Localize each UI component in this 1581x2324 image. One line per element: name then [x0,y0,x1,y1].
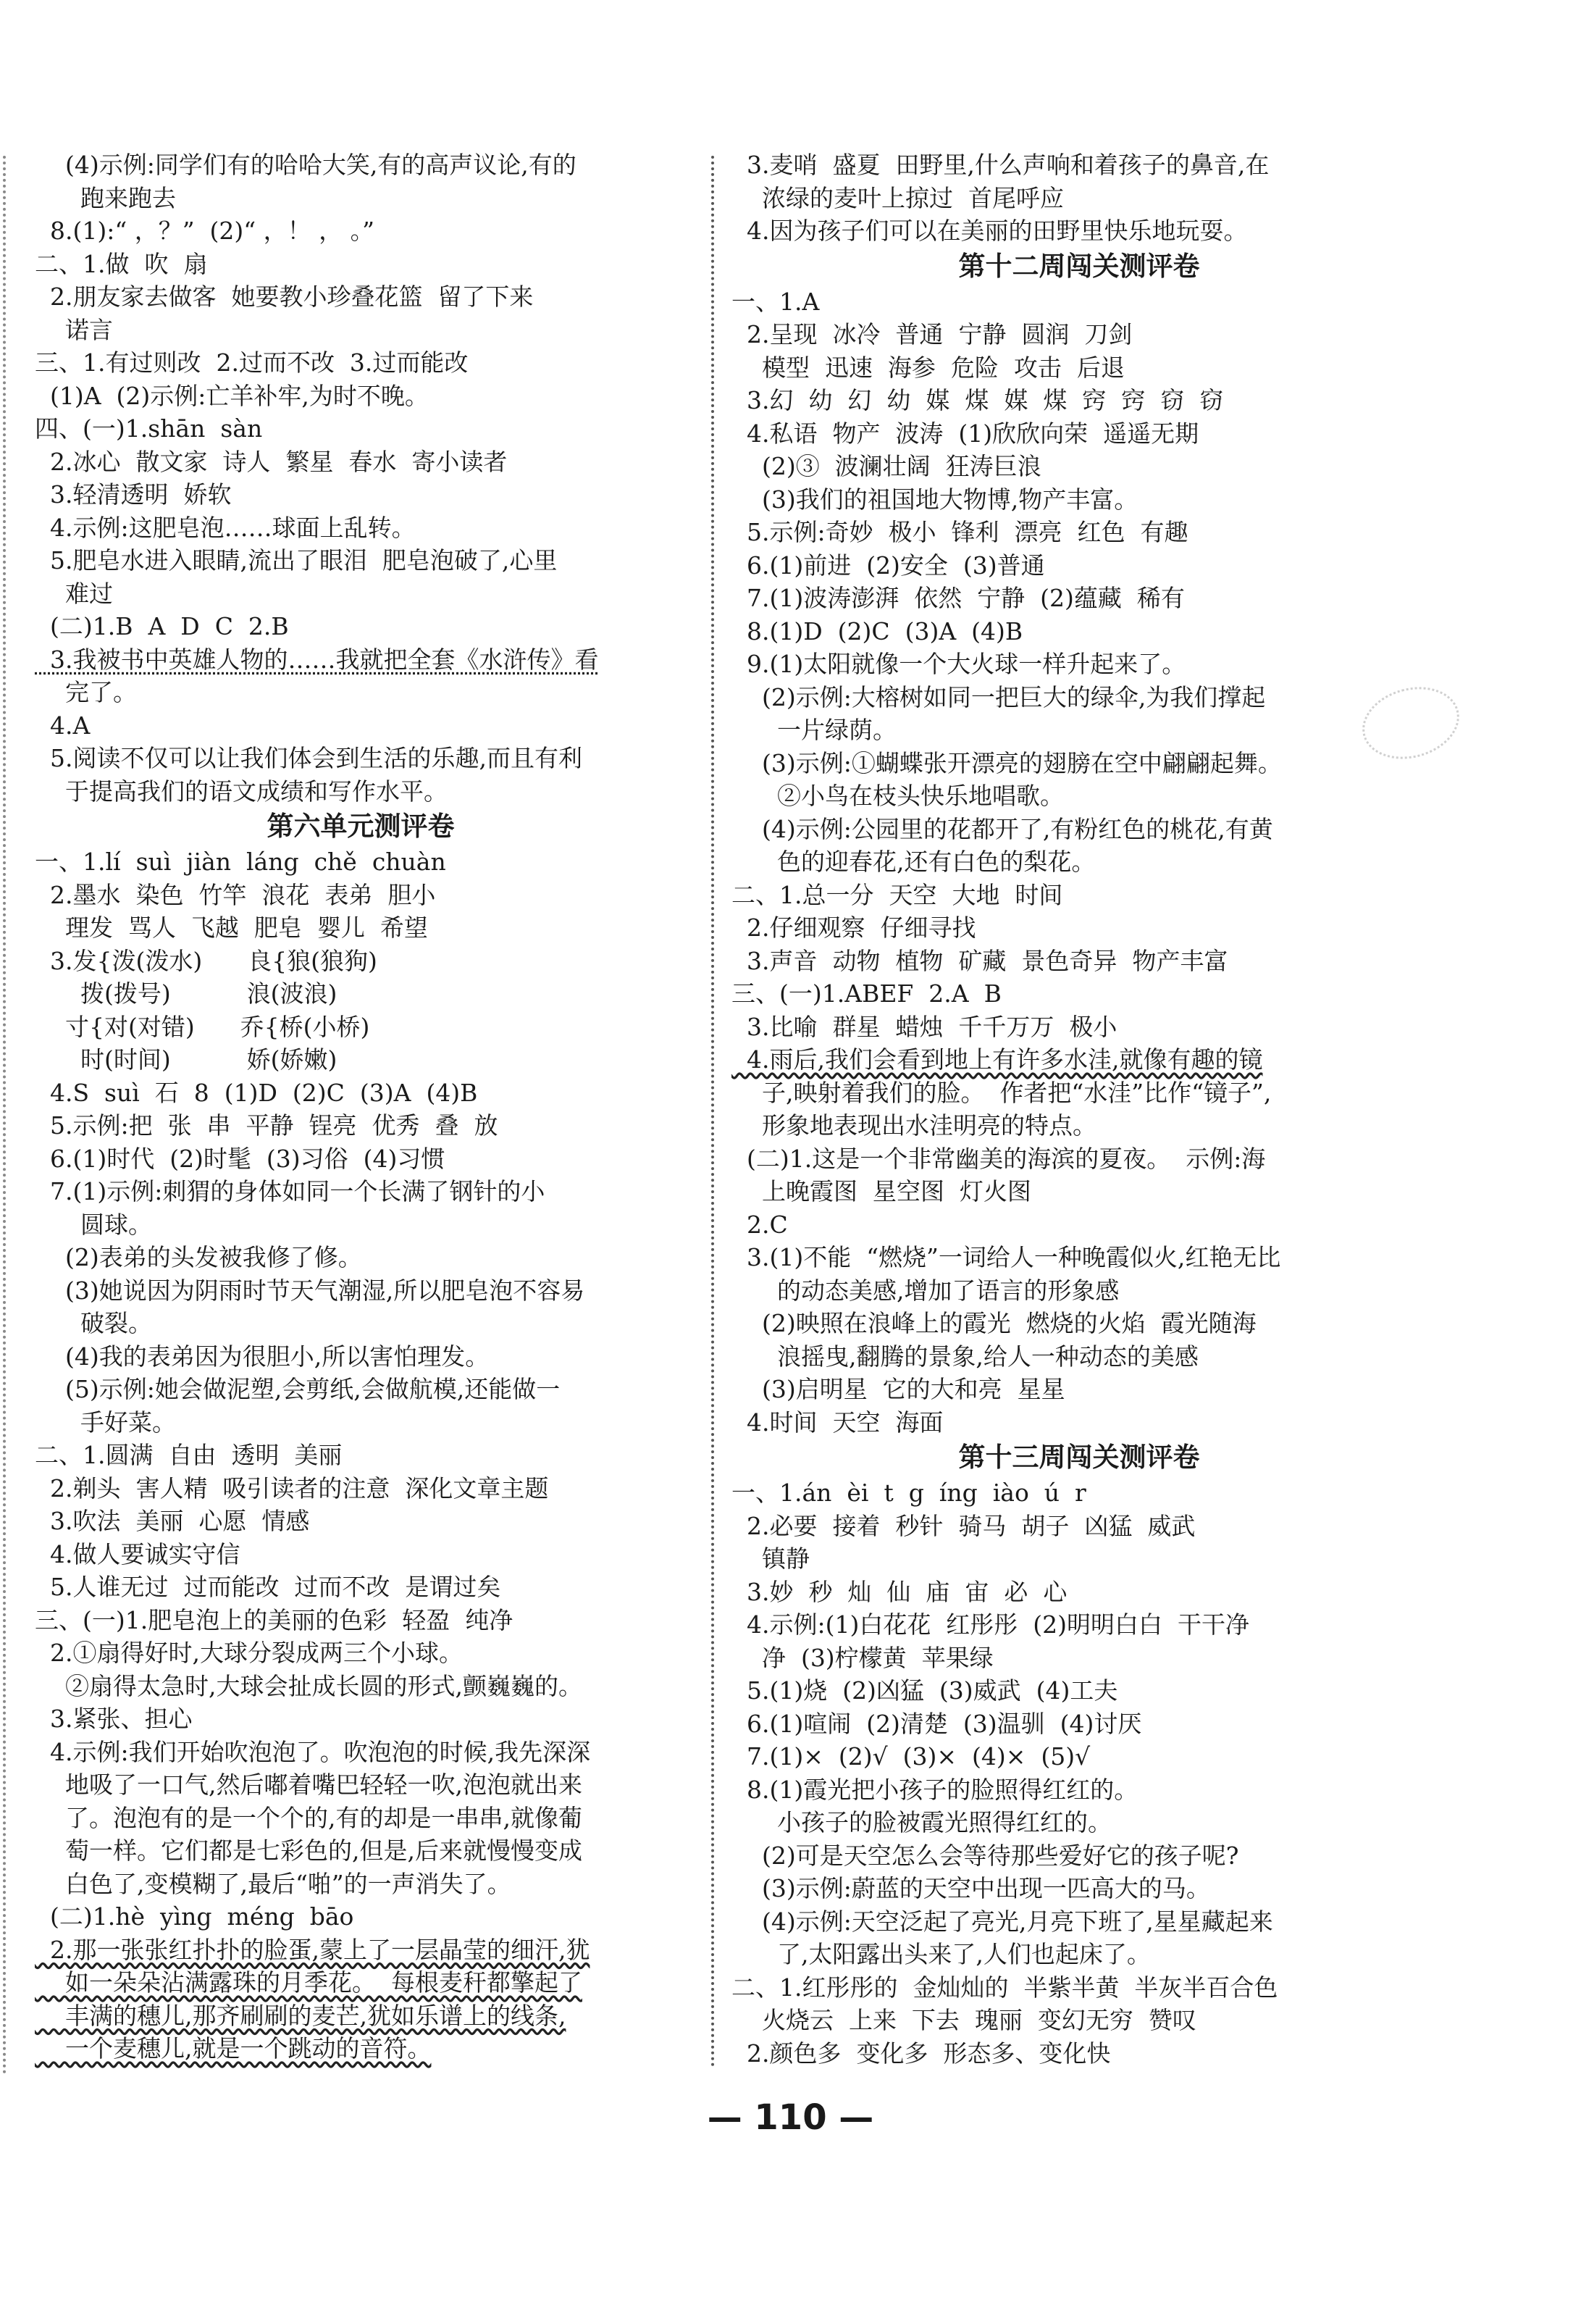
line-text: 的动态美感,增加了语言的形象感 [731,1276,1120,1305]
answer-line [35,643,687,677]
answer-line [731,1476,1427,1510]
column-divider [711,156,714,2068]
line-text: 寸{对(对错) 乔{桥(小桥) [35,1012,370,1041]
answer-line [35,214,687,248]
line-text: 白色了,变模糊了,最后“啪”的一声消失了。 [35,1869,511,1898]
section-title [731,248,1427,285]
line-text: 二、1.做 吹 扇 [35,249,208,278]
line-text: (3)她说因为阴雨时节天气潮湿,所以肥皂泡不容易 [35,1276,585,1305]
line-text: 2.墨水 染色 竹竿 浪花 表弟 胆小 [35,880,436,909]
answer-line [731,681,1427,714]
answer-line [35,1604,687,1637]
line-text: 三、1.有过则改 2.过而不改 3.过而能改 [35,348,469,377]
line-text: 时(时间) 娇(娇嫩) [35,1045,337,1074]
answer-line [731,1142,1427,1176]
line-text: 4.时间 天空 海面 [731,1408,944,1437]
answer-line [731,1043,1427,1077]
line-text: 地吸了一口气,然后嘟着嘴巴轻轻一吹,泡泡就出来 [35,1771,582,1799]
answer-line [35,1670,687,1703]
answer-line [35,1175,687,1208]
line-text: 7.(1)× (2)√ (3)× (4)× (5)√ [731,1742,1091,1771]
line-text: 3.妙 秒 灿 仙 庙 宙 必 心 [731,1577,1068,1606]
line-text: (4)我的表弟因为很胆小,所以害怕理发。 [35,1342,490,1371]
answer-line [731,1208,1427,1242]
line-text: 7.(1)波涛澎湃 依然 宁静 (2)蕴藏 稀有 [731,584,1185,612]
line-text: 5.阅读不仅可以让我们体会到生活的乐趣,而且有利 [35,744,582,772]
line-text: 4.示例:(1)白花花 红彤彤 (2)明明白白 干干净 [731,1610,1250,1639]
answer-line [731,648,1427,681]
answer-line [731,1872,1427,1905]
answer-line [731,1674,1427,1708]
line-text: 了。泡泡有的是一个个的,有的却是一串串,就像葡 [35,1803,582,1832]
binding-edge-dots [3,156,6,2076]
line-text: 6.(1)时代 (2)时髦 (3)习俗 (4)习惯 [35,1144,445,1173]
answer-line [35,380,687,413]
answer-line [731,615,1427,648]
answer-line [35,977,687,1011]
answer-line [35,709,687,743]
answer-line [35,1208,687,1242]
line-text: 4.雨后,我们会看到地上有许多水洼,就像有趣的镜 [731,1045,1263,1074]
answer-line [35,1373,687,1406]
answer-line [35,1043,687,1077]
line-text: 跑来跑去 [35,183,176,212]
left-column [35,149,687,2065]
answer-line [731,417,1427,451]
answer-line [35,314,687,347]
answer-line [35,1802,687,1835]
line-text: 3.声音 动物 植物 矿藏 景色奇异 物产丰富 [731,946,1228,975]
answer-line [731,911,1427,945]
line-text: 4.S suì 石 8 (1)D (2)C (3)A (4)B [35,1078,478,1107]
line-text: (3)示例:蔚蓝的天空中出现一匹高大的马。 [731,1874,1210,1902]
answer-line [35,1834,687,1868]
line-text: 如一朵朵沾满露珠的月季花。 每根麦秆都擎起了 [35,1968,582,1997]
line-text: 了,太阳露出头来了,人们也起床了。 [731,1940,1151,1968]
answer-line [35,1142,687,1176]
answer-line [731,1642,1427,1675]
answer-line [35,1109,687,1142]
line-text: 8.(1)霞光把小孩子的脸照得红红的。 [731,1775,1138,1804]
answer-line [35,280,687,314]
answer-line [35,1406,687,1439]
answer-line [35,346,687,380]
line-text: 3.吹法 美丽 心愿 情感 [35,1507,310,1535]
answer-line [731,1938,1427,1971]
line-text: (3)启明星 它的大和亮 星星 [731,1375,1065,1403]
answer-line [731,149,1427,182]
line-text: (2)表弟的头发被我修了修。 [35,1243,362,1271]
line-text: 净 (3)柠檬黄 苹果绿 [731,1643,994,1672]
answer-line [35,1241,687,1274]
answer-line [731,1406,1427,1439]
answer-line [731,1608,1427,1642]
answer-line [35,478,687,511]
answer-line [731,549,1427,582]
line-text: 二、1.红彤彤的 金灿灿的 半紫半黄 半灰半百合色 [731,1973,1278,2002]
line-text: 手好菜。 [35,1408,176,1437]
line-text: 三、(一)1.ABEF 2.A B [731,979,1002,1008]
answer-line [35,182,687,215]
answer-line [731,1175,1427,1208]
line-text: 第六单元测评卷 [267,811,455,842]
line-text: (二)1.hè yìng méng bāo [35,1902,354,1931]
answer-line [731,318,1427,351]
line-text: 2.冰心 散文家 诗人 繁星 春水 寄小读者 [35,447,508,476]
line-text: 3.紧张、担心 [35,1705,193,1733]
answer-line [35,775,687,808]
answer-line [35,1538,687,1571]
line-text: 四、(一)1.shān sàn [35,414,263,443]
answer-line [731,214,1427,248]
answer-line [731,2004,1427,2037]
answer-line [35,610,687,643]
line-text: 第十二周闯关测评卷 [958,250,1200,282]
answer-line [35,1274,687,1308]
line-text: 2.仔细观察 仔细寻找 [731,914,976,942]
line-text: 2.必要 接着 秒针 骑马 胡子 凶猛 威武 [731,1511,1196,1540]
line-text: 2.那一张张红扑扑的脸蛋,蒙上了一层晶莹的细汗,犹 [35,1935,590,1964]
line-text: 2.呈现 冰冷 普通 宁静 圆润 刀剑 [731,320,1133,348]
line-text: 7.(1)示例:刺猬的身体如同一个长满了钢针的小 [35,1177,545,1205]
line-text: 浓绿的麦叶上掠过 首尾呼应 [731,183,1064,212]
line-text: 3.发{泼(泼水) 良{狼(狼狗) [35,946,377,975]
answer-line [35,1307,687,1340]
line-text: 丰满的穗儿,那齐刷刷的麦芒,犹如乐谱上的线条, [35,2001,566,2030]
answer-line [731,1274,1427,1308]
answer-line [731,779,1427,813]
line-text: 9.(1)太阳就像一个大火球一样升起来了。 [731,650,1186,678]
line-text: 2.剃头 害人精 吸引读者的注意 深化文章主题 [35,1474,549,1502]
answer-line [731,582,1427,615]
answer-line [731,1510,1427,1543]
answer-line [35,248,687,281]
right-column [731,149,1427,2070]
answer-line [35,1768,687,1802]
answer-line [731,182,1427,215]
line-text: (2)映照在浪峰上的霞光 燃烧的火焰 霞光随海 [731,1309,1257,1337]
line-text: 3.比喻 群星 蜡烛 千千万万 极小 [731,1012,1117,1041]
line-text: 一片绿荫。 [731,716,897,744]
line-text: 萄一样。它们都是七彩色的,但是,后来就慢慢变成 [35,1836,582,1865]
answer-line [731,879,1427,912]
answer-line [731,1542,1427,1576]
answer-line [731,351,1427,385]
answer-line [731,1740,1427,1773]
line-text: 4.示例:我们开始吹泡泡了。吹泡泡的时候,我先深深 [35,1737,591,1766]
line-text: 6.(1)前进 (2)安全 (3)普通 [731,551,1045,580]
answer-line [35,1472,687,1505]
answer-line [35,879,687,912]
line-text: 5.示例:把 张 串 平静 锃亮 优秀 叠 放 [35,1111,498,1140]
answer-line [731,1773,1427,1807]
line-text: (5)示例:她会做泥塑,会剪纸,会做航模,还能做一 [35,1375,561,1403]
answer-line [35,1702,687,1736]
answer-line [35,1571,687,1604]
line-text: 5.人谁无过 过而能改 过而不改 是谓过矣 [35,1573,501,1601]
answer-line [731,1307,1427,1340]
line-text: 5.示例:奇妙 极小 锋利 漂亮 红色 有趣 [731,518,1188,546]
line-text: 破裂。 [35,1309,152,1337]
answer-line [35,845,687,879]
line-text: 色的迎春花,还有白色的梨花。 [731,848,1096,876]
line-text: 8.(1):“ ，？” (2)“ ，！ ， 。” [35,217,374,245]
line-text: 镇静 [731,1545,810,1573]
answer-line [731,813,1427,846]
answer-line [35,1999,687,2033]
line-text: (1)A (2)示例:亡羊补牢,为时不晚。 [35,381,429,410]
answer-line [731,1806,1427,1839]
line-text: 4.示例:这肥皂泡……球面上乱转。 [35,513,416,542]
answer-line [731,384,1427,417]
line-text: 2.①扇得好时,大球分裂成两三个小球。 [35,1639,463,1667]
line-text: 圆球。 [35,1210,152,1239]
line-text: 2.朋友家去做客 她要教小珍叠花篮 留了下来 [35,283,534,311]
answer-line [731,1109,1427,1142]
answer-line [35,676,687,709]
line-text: (2)可是天空怎么会等待那些爱好它的孩子呢? [731,1841,1239,1870]
line-text: 3.我被书中英雄人物的……我就把全套《水浒传》看 [35,645,599,674]
line-text: 8.(1)D (2)C (3)A (4)B [731,616,1023,645]
answer-line [35,1900,687,1934]
line-text: 完了。 [35,678,137,706]
answer-line [731,1905,1427,1939]
line-text: 于提高我们的语文成绩和写作水平。 [35,777,448,806]
answer-line [35,149,687,182]
line-text: 4.私语 物产 波涛 (1)欣欣向荣 遥遥无期 [731,419,1199,448]
page-number: — 110 — [707,2097,874,2138]
answer-line [731,1241,1427,1274]
answer-line [731,2037,1427,2070]
answer-line [35,945,687,978]
answer-line [731,845,1427,879]
line-text: 小孩子的脸被霞光照得红红的。 [731,1808,1112,1836]
answer-line [35,1637,687,1670]
line-text: (2)示例:大榕树如同一把巨大的绿伞,为我们撑起 [731,682,1266,711]
line-text: 上晚霞图 星空图 灯火图 [731,1177,1031,1205]
answer-line [35,1439,687,1472]
line-text: 理发 骂人 飞越 肥皂 婴儿 希望 [35,914,428,942]
line-text: (4)示例:天空泛起了亮光,月亮下班了,星星藏起来 [731,1907,1273,1936]
line-text: 5.(1)烧 (2)凶猛 (3)威武 (4)工夫 [731,1676,1118,1705]
answer-line [731,1011,1427,1044]
line-text: 形象地表现出水洼明亮的特点。 [731,1111,1096,1140]
answer-line [35,577,687,611]
answer-line [35,1011,687,1044]
line-text: 一个麦穗儿,就是一个跳动的音符。 [35,2034,432,2062]
section-title [35,808,687,845]
line-text: (3)我们的祖国地大物博,物产丰富。 [731,485,1138,514]
answer-line [731,516,1427,549]
answer-line [35,1077,687,1110]
answer-line [731,450,1427,483]
line-text: 拨(拨号) 浪(波浪) [35,979,337,1008]
answer-line [731,285,1427,319]
answer-line [731,1576,1427,1609]
line-text: 二、1.总一分 天空 大地 时间 [731,880,1063,909]
answer-line [35,1736,687,1769]
answer-line [731,747,1427,780]
line-text: 子,映射着我们的脸。 作者把“水洼”比作“镜子”, [731,1078,1272,1107]
line-text: 二、1.圆满 自由 透明 美丽 [35,1441,343,1469]
answer-line [731,483,1427,517]
line-text: 5.肥皂水进入眼睛,流出了眼泪 肥皂泡破了,心里 [35,546,558,574]
line-text: 3.轻清透明 娇软 [35,480,232,509]
answer-line [731,1340,1427,1374]
answer-line [731,945,1427,978]
answer-line [731,977,1427,1011]
line-text: 模型 迅速 海参 危险 攻击 后退 [731,353,1125,382]
line-text: 3.幻 幼 幻 幼 媒 煤 媒 煤 窍 窍 窃 窃 [731,386,1224,414]
line-text: 4.因为孩子们可以在美丽的田野里快乐地玩耍。 [731,217,1248,245]
answer-line [35,1966,687,1999]
line-text: 4.A [35,711,91,740]
line-text: 浪摇曳,翻腾的景象,给人一种动态的美感 [731,1342,1199,1371]
answer-line [35,1340,687,1374]
line-text: (二)1.B A D C 2.B [35,612,289,640]
line-text: 一、1.A [731,287,820,316]
answer-line [35,511,687,545]
answer-line [35,544,687,577]
line-text: 难过 [35,579,113,608]
line-text: (3)示例:①蝴蝶张开漂亮的翅膀在空中翩翩起舞。 [731,748,1282,777]
answer-line [35,2032,687,2065]
line-text: 4.做人要诚实守信 [35,1539,240,1568]
answer-line [731,1839,1427,1873]
answer-line [35,1934,687,1967]
answer-line [35,1868,687,1901]
answer-line [35,911,687,945]
line-text: ②扇得太急时,大球会扯成长圆的形式,颤巍巍的。 [35,1671,582,1700]
line-text: (2)③ 波澜壮阔 狂涛巨浪 [731,452,1041,480]
line-text: 火烧云 上来 下去 瑰丽 变幻无穷 赞叹 [731,2006,1196,2034]
answer-line [35,1505,687,1538]
line-text: ②小鸟在枝头快乐地唱歌。 [731,782,1064,810]
line-text: 第十三周闯关测评卷 [958,1442,1200,1473]
answer-line [731,714,1427,747]
section-title [731,1439,1427,1476]
answer-line [731,1971,1427,2005]
line-text: 一、1.lí suì jiàn láng chě chuàn [35,848,446,876]
answer-line [731,1077,1427,1110]
line-text: 诺言 [35,315,113,344]
answer-line [35,446,687,479]
line-text: 3.(1)不能 “燃烧”一词给人一种晚霞似火,红艳无比 [731,1243,1281,1271]
line-text: (4)示例:同学们有的哈哈大笑,有的高声议论,有的 [35,151,576,179]
answer-line [731,1708,1427,1741]
answer-line [731,1373,1427,1406]
line-text: 2.C [731,1210,788,1239]
line-text: (4)示例:公园里的花都开了,有粉红色的桃花,有黄 [731,814,1273,843]
line-text: 2.颜色多 变化多 形态多、变化快 [731,2039,1111,2068]
line-text: 三、(一)1.肥皂泡上的美丽的色彩 轻盈 纯净 [35,1605,513,1634]
answer-line [35,412,687,446]
line-text: (二)1.这是一个非常幽美的海滨的夏夜。 示例:海 [731,1144,1266,1173]
line-text: 6.(1)喧闹 (2)清楚 (3)温驯 (4)讨厌 [731,1709,1142,1738]
line-text: 3.麦哨 盛夏 田野里,什么声响和着孩子的鼻音,在 [731,151,1270,179]
line-text: 一、1.án èi t g íng iào ú r [731,1479,1086,1507]
answer-line [35,742,687,775]
